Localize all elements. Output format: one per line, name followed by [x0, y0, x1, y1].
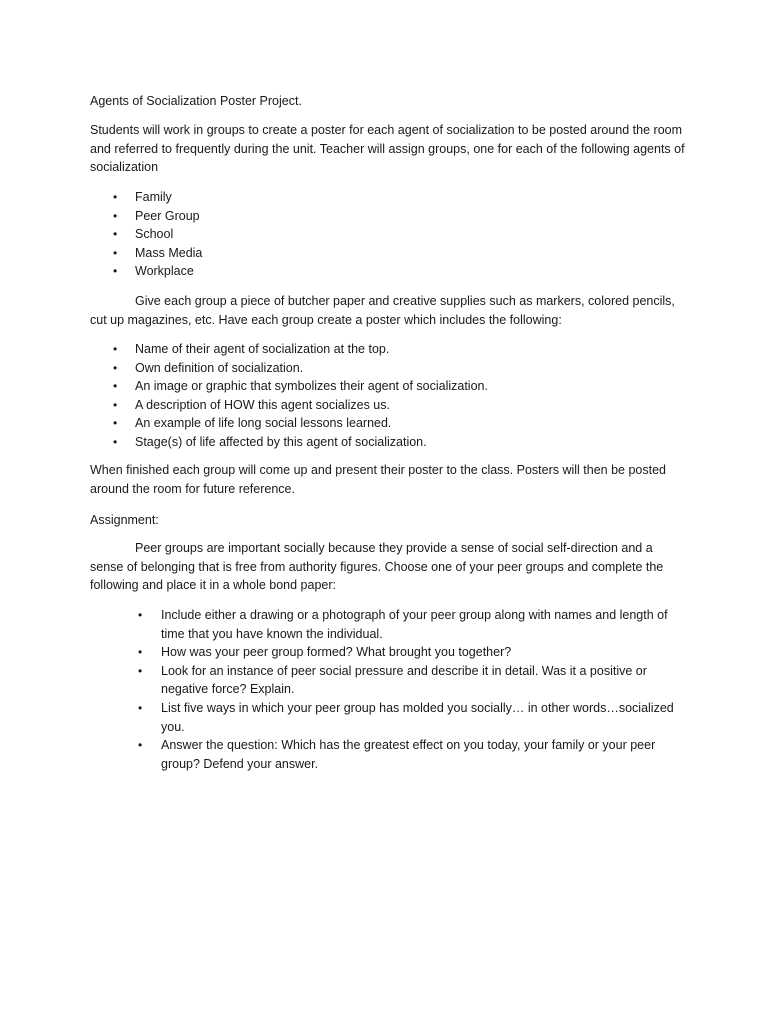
agents-list [113, 188, 695, 281]
list-item: • Answer the question: Which has the greatest effect on you today, your family or your peer group? Defend your answer. [138, 738, 656, 771]
bullet-icon: • [138, 663, 143, 678]
list-item: • List five ways in which your peer group has molded you socially… in other words…socialized you. [138, 700, 674, 734]
bullet-icon: • [113, 245, 118, 260]
list-item: • How was your peer group formed? What brought you together? [161, 643, 691, 662]
list-item: • An example of life long social lessons learned. [135, 414, 695, 433]
list-item: • An image or graphic that symbolizes their agent of socialization. [135, 377, 695, 396]
list-item: • A description of HOW this agent socializes us. [135, 396, 695, 415]
list-item: • Include either a drawing or a photograph of your peer group along with names and length of time that you have known the individual. [138, 608, 668, 641]
list-item: • Peer Group [135, 207, 695, 226]
bullet-icon: • [138, 738, 143, 753]
supplies-paragraph: Give each group a piece of butcher paper and creative supplies such as markers, colored pencils, cut up magazines, etc. Have each group create a poster which includes the following: [90, 294, 675, 327]
intro-paragraph: Students will work in groups to create a poster for each agent of socialization to be posted around the room and referred to frequently during the unit. Teacher will assign groups, one for each of the following agents of socialization [90, 123, 685, 175]
list-item: • Look for an instance of peer social pressure and describe it in detail. Was it a positive or negative force? Explain. [138, 663, 647, 697]
list-item: • Mass Media [135, 244, 695, 263]
finished-paragraph: When finished each group will come up and present their poster to the class. Posters will then be posted around the room for future reference. [90, 463, 667, 496]
list-item: • School [135, 225, 695, 244]
bullet-icon: • [113, 227, 118, 242]
bullet-icon: • [138, 608, 143, 622]
list-item: • Name of their agent of socialization at the top. [135, 340, 695, 359]
bullet-icon: • [113, 416, 118, 431]
bullet-icon: • [113, 434, 118, 449]
bullet-icon: • [113, 264, 118, 279]
document-title: Agents of Socialization Poster Project. [90, 94, 302, 108]
bullet-icon: • [138, 645, 143, 660]
bullet-icon: • [113, 342, 118, 356]
poster-items-list [113, 340, 695, 452]
bullet-icon: • [138, 700, 143, 715]
bullet-icon: • [113, 379, 118, 394]
list-item: • Stage(s) of life affected by this agent of socialization. [135, 433, 695, 452]
assignment-heading: Assignment: [90, 513, 159, 527]
assignment-items-list [138, 606, 691, 773]
bullet-icon: • [113, 190, 118, 204]
bullet-icon: • [113, 397, 118, 412]
list-item: • Own definition of socialization. [135, 359, 695, 378]
list-item: • Family [135, 188, 695, 207]
bullet-icon: • [113, 360, 118, 375]
bullet-icon: • [113, 208, 118, 223]
peer-paragraph: Peer groups are important socially because they provide a sense of social self-direction and a sense of belonging that is free from authority figures. Choose one of your peer groups and complete the following and place it in a whole bond paper: [90, 541, 664, 593]
list-item: • Workplace [135, 262, 695, 281]
